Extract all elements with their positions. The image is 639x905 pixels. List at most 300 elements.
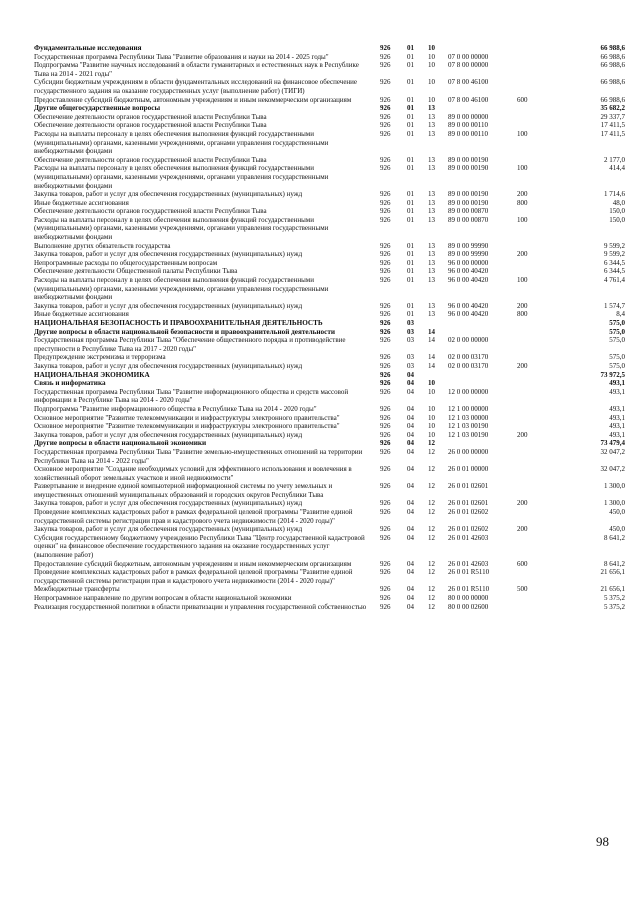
section-code: 01 (407, 258, 414, 267)
table-row (0, 104, 639, 113)
table-row (0, 414, 639, 423)
ministry-code: 926 (380, 198, 391, 207)
subsection-code: 10 (428, 44, 435, 52)
subsection-code: 10 (428, 95, 435, 104)
row-name: Непрограммное направление по другим вопросам в области национальной экономики (34, 594, 292, 602)
section-code: 01 (407, 44, 414, 52)
row-name: Расходы на выплаты персоналу в целях обеспечения выполнения функций государственными (муниципальными) органами, казенными учреждениями, органами управления государственными внебюджетными фондами (34, 129, 329, 156)
table-row (0, 130, 639, 156)
target-article-code: 12 1 00 00000 (448, 404, 489, 413)
table-row (0, 482, 639, 499)
expense-type-code: 200 (517, 301, 528, 310)
ministry-code: 926 (380, 465, 391, 474)
amount: 493,1 (609, 430, 625, 439)
amount: 493,1 (609, 379, 625, 388)
subsection-code: 12 (428, 482, 435, 491)
row-name: Фундаментальные исследования (34, 44, 142, 52)
row-name: Выполнение других обязательств государства (34, 241, 171, 250)
table-row (0, 525, 639, 534)
row-name: Закупка товаров, работ и услуг для обеспечения государственных (муниципальных) нужд (34, 190, 303, 199)
amount: 73 479,4 (600, 439, 625, 448)
amount: 493,1 (609, 387, 625, 396)
expense-type-code: 200 (517, 525, 528, 534)
table-row (0, 319, 639, 328)
target-article-code: 12 1 03 00000 (448, 413, 489, 422)
amount: 66 988,6 (600, 52, 625, 61)
subsection-code: 10 (428, 413, 435, 422)
target-article-code: 26 0 00 00000 (448, 447, 489, 456)
table-row (0, 405, 639, 414)
amount: 66 988,6 (600, 78, 625, 87)
target-article-code: 26 0 01 02601 (448, 499, 489, 508)
section-code: 04 (407, 465, 414, 474)
ministry-code: 926 (380, 370, 391, 379)
target-article-code: 26 0 01 42603 (448, 533, 489, 542)
table-row (0, 353, 639, 362)
subsection-code: 13 (428, 164, 435, 173)
row-name: Обеспечение деятельности Общественной палаты Республики Тыва (34, 267, 238, 276)
subsection-code: 13 (428, 301, 435, 310)
amount: 575,0 (609, 327, 625, 336)
ministry-code: 926 (380, 310, 391, 319)
row-name: Субсидия государственному бюджетному учреждению Республики Тыва "Центр государственной кадастровой оценки" на финансовое обеспечение государственного задания на оказание государственных услуг (выполнение работ) (34, 533, 365, 560)
target-article-code: 89 0 00 00190 (448, 164, 489, 173)
row-name: Другие вопросы в области национальной экономики (34, 439, 207, 448)
row-name: Иные бюджетные ассигнования (34, 310, 129, 319)
section-code: 01 (407, 250, 414, 259)
subsection-code: 12 (428, 585, 435, 594)
section-code: 04 (407, 594, 414, 602)
expense-type-code: 200 (517, 250, 528, 259)
target-article-code: 89 0 00 00190 (448, 155, 489, 164)
table-row (0, 53, 639, 62)
expense-type-code: 100 (517, 276, 528, 285)
ministry-code: 926 (380, 61, 391, 70)
target-article-code: 26 0 01 R5110 (448, 585, 490, 594)
row-name: Обеспечение деятельности органов государственной власти Республики Тыва (34, 207, 267, 216)
row-name: Обеспечение деятельности органов государственной власти Республики Тыва (34, 112, 267, 121)
subsection-code: 13 (428, 241, 435, 250)
ministry-code: 926 (380, 361, 391, 370)
section-code: 01 (407, 310, 414, 319)
ministry-code: 926 (380, 121, 391, 130)
table-row (0, 156, 639, 165)
section-code: 04 (407, 585, 414, 594)
subsection-code: 13 (428, 198, 435, 207)
section-code: 04 (407, 370, 414, 379)
row-name: Предоставление субсидий бюджетным, автономным учреждениям и иным некоммерческим организациям (34, 95, 352, 104)
target-article-code: 26 0 01 R5110 (448, 568, 490, 577)
table-row (0, 164, 639, 190)
row-name: Субсидии бюджетным учреждениям в области фундаментальных исследований на финансовое обеспечение государственного задания на оказание государственных услуг (выполнение работ) (ТИГИ) (34, 78, 358, 95)
target-article-code: 26 0 01 00000 (448, 465, 489, 474)
amount: 575,0 (609, 353, 625, 362)
row-name: НАЦИОНАЛЬНАЯ БЕЗОПАСНОСТЬ И ПРАВООХРАНИТЕЛЬНАЯ ДЕЯТЕЛЬНОСТЬ (34, 319, 323, 327)
amount: 1 714,6 (604, 190, 625, 199)
subsection-code: 12 (428, 559, 435, 568)
amount: 2 177,0 (604, 155, 625, 164)
ministry-code: 926 (380, 112, 391, 121)
table-row (0, 96, 639, 105)
amount: 32 047,2 (600, 465, 625, 474)
section-code: 01 (407, 301, 414, 310)
row-name: Закупка товаров, работ и услуг для обеспечения государственных (муниципальных) нужд (34, 430, 303, 439)
row-name: Закупка товаров, работ и услуг для обеспечения государственных (муниципальных) нужд (34, 525, 303, 534)
section-code: 01 (407, 104, 414, 113)
subsection-code: 12 (428, 439, 435, 448)
target-article-code: 02 0 00 00000 (448, 336, 489, 345)
row-name: Реализация государственной политики в области приватизации и управления государственной собственностью (34, 602, 367, 611)
section-code: 01 (407, 267, 414, 276)
expense-type-code: 600 (517, 559, 528, 568)
amount: 150,0 (609, 207, 625, 216)
section-code: 04 (407, 482, 414, 491)
amount: 5 375,2 (604, 594, 625, 602)
amount: 29 337,7 (600, 112, 625, 121)
amount: 493,1 (609, 404, 625, 413)
ministry-code: 926 (380, 585, 391, 594)
expense-type-code: 200 (517, 499, 528, 508)
target-article-code: 12 1 03 00190 (448, 422, 489, 431)
target-article-code: 96 0 00 40420 (448, 310, 489, 319)
row-name: Подпрограмма "Развитие информационного общества в Республике Тыва на 2014 - 2020 годы" (34, 404, 317, 413)
section-code: 04 (407, 568, 414, 577)
section-code: 03 (407, 361, 414, 370)
amount: 493,1 (609, 422, 625, 431)
subsection-code: 10 (428, 422, 435, 431)
row-name: Иные бюджетные ассигнования (34, 198, 129, 207)
table-row (0, 113, 639, 122)
subsection-code: 13 (428, 129, 435, 138)
ministry-code: 926 (380, 258, 391, 267)
ministry-code: 926 (380, 568, 391, 577)
ministry-code: 926 (380, 404, 391, 413)
section-code: 01 (407, 276, 414, 285)
table-row (0, 439, 639, 448)
amount: 21 656,1 (600, 585, 625, 594)
table-row (0, 207, 639, 216)
table-row (0, 465, 639, 482)
amount: 66 988,6 (600, 95, 625, 104)
expense-type-code: 600 (517, 95, 528, 104)
section-code: 03 (407, 319, 414, 327)
subsection-code: 12 (428, 525, 435, 534)
section-code: 04 (407, 602, 414, 611)
target-article-code: 26 0 01 02602 (448, 508, 489, 517)
amount: 21 656,1 (600, 568, 625, 577)
row-name: Предоставление субсидий бюджетным, автономным учреждениям и иным некоммерческим организациям (34, 559, 352, 568)
subsection-code: 12 (428, 499, 435, 508)
table-row (0, 388, 639, 405)
ministry-code: 926 (380, 250, 391, 259)
table-row (0, 336, 639, 353)
amount: 575,0 (609, 319, 625, 327)
amount: 6 344,5 (604, 267, 625, 276)
amount: 17 411,5 (600, 121, 625, 130)
subsection-code: 13 (428, 121, 435, 130)
target-article-code: 02 0 00 03170 (448, 353, 489, 362)
subsection-code: 12 (428, 508, 435, 517)
table-row (0, 431, 639, 440)
ministry-code: 926 (380, 319, 391, 327)
row-name: Подпрограмма "Развитие научных исследований в области гуманитарных и естественных наук в Республике Тыва на 2014 - 2021 годы" (34, 61, 359, 78)
subsection-code: 12 (428, 568, 435, 577)
table-row (0, 603, 639, 612)
subsection-code: 14 (428, 327, 435, 336)
table-row (0, 121, 639, 130)
row-name: Расходы на выплаты персоналу в целях обеспечения выполнения функций государственными (муниципальными) органами, казенными учреждениями, органами управления государственными внебюджетными фондами (34, 164, 329, 190)
ministry-code: 926 (380, 379, 391, 388)
target-article-code: 96 0 00 40420 (448, 301, 489, 310)
subsection-code: 13 (428, 155, 435, 164)
section-code: 01 (407, 215, 414, 224)
section-code: 04 (407, 413, 414, 422)
ministry-code: 926 (380, 336, 391, 345)
ministry-code: 926 (380, 594, 391, 602)
expense-type-code: 800 (517, 310, 528, 319)
target-article-code: 07 0 00 00000 (448, 52, 489, 61)
subsection-code: 13 (428, 250, 435, 259)
target-article-code: 96 0 00 40420 (448, 276, 489, 285)
ministry-code: 926 (380, 327, 391, 336)
row-name: Основное мероприятие "Развитие телекоммуникации и инфраструктуры электронного правительства" (34, 422, 340, 431)
page-number: 98 (596, 834, 609, 849)
subsection-code: 12 (428, 602, 435, 611)
subsection-code: 10 (428, 430, 435, 439)
target-article-code: 12 1 03 00190 (448, 430, 489, 439)
row-name: Закупка товаров, работ и услуг для обеспечения государственных (муниципальных) нужд (34, 250, 303, 259)
ministry-code: 926 (380, 422, 391, 431)
subsection-code: 13 (428, 215, 435, 224)
ministry-code: 926 (380, 95, 391, 104)
table-row (0, 250, 639, 259)
ministry-code: 926 (380, 413, 391, 422)
section-code: 04 (407, 422, 414, 431)
target-article-code: 80 0 00 00000 (448, 594, 489, 602)
row-name: Государственная программа Республики Тыва "Развитие информационного общества и средств массовой информации в Республике Тыва на 2014 - 2020 годы" (34, 387, 349, 405)
ministry-code: 926 (380, 164, 391, 173)
row-name: Государственная программа Республики Тыва "Развитие земельно-имущественных отношений на территории Республики Тыва на 2014 - 2022 годы" (34, 447, 363, 465)
ministry-code: 926 (380, 241, 391, 250)
table-row (0, 422, 639, 431)
target-article-code: 07 8 00 46100 (448, 78, 489, 87)
subsection-code: 10 (428, 78, 435, 87)
target-article-code: 89 0 00 00190 (448, 198, 489, 207)
row-name: Закупка товаров, работ и услуг для обеспечения государственных (муниципальных) нужд (34, 499, 303, 508)
row-name: Расходы на выплаты персоналу в целях обеспечения выполнения функций государственными (муниципальными) органами, казенными учреждениями, органами управления государственными внебюджетными фондами (34, 276, 329, 302)
table-row (0, 499, 639, 508)
section-code: 04 (407, 430, 414, 439)
row-name: Расходы на выплаты персоналу в целях обеспечения выполнения функций государственными (муниципальными) органами, казенными учреждениями, органами управления государственными внебюджетными фондами (34, 215, 329, 242)
section-code: 03 (407, 336, 414, 345)
table-row (0, 267, 639, 276)
subsection-code: 13 (428, 207, 435, 216)
row-name: Непрограммные расходы по общегосударственным вопросам (34, 258, 218, 267)
target-article-code: 07 8 00 46100 (448, 95, 489, 104)
section-code: 04 (407, 447, 414, 456)
row-name: Закупка товаров, работ и услуг для обеспечения государственных (муниципальных) нужд (34, 361, 303, 370)
row-name: НАЦИОНАЛЬНАЯ ЭКОНОМИКА (34, 370, 150, 379)
expense-type-code: 200 (517, 190, 528, 199)
ministry-code: 926 (380, 508, 391, 517)
section-code: 04 (407, 387, 414, 396)
amount: 1 574,7 (604, 301, 625, 310)
target-article-code: 12 0 00 00000 (448, 387, 489, 396)
subsection-code: 12 (428, 594, 435, 602)
amount: 450,0 (609, 525, 625, 534)
ministry-code: 926 (380, 44, 391, 52)
amount: 9 599,2 (604, 241, 625, 250)
table-row (0, 190, 639, 199)
expense-type-code: 500 (517, 585, 528, 594)
target-article-code: 02 0 00 03170 (448, 361, 489, 370)
amount: 5 375,2 (604, 602, 625, 611)
target-article-code: 89 0 00 00110 (448, 121, 488, 130)
subsection-code: 13 (428, 104, 435, 113)
ministry-code: 926 (380, 430, 391, 439)
table-row (0, 276, 639, 302)
row-name: Обеспечение деятельности органов государственной власти Республики Тыва (34, 155, 267, 164)
row-name: Государственная программа Республики Тыва "Развитие образования и науки на 2014 - 2025 годы" (34, 52, 329, 61)
table-row (0, 61, 639, 78)
section-code: 01 (407, 112, 414, 121)
row-name: Проведение комплексных кадастровых работ в рамках федеральной целевой программы "Развитие единой государственной системы регистрации прав и кадастрового учета недвижимости (2014 - 2020 годы)" (34, 508, 353, 525)
section-code: 03 (407, 353, 414, 362)
target-article-code: 89 0 00 00000 (448, 112, 489, 121)
table-row (0, 259, 639, 268)
table-row (0, 585, 639, 594)
section-code: 01 (407, 121, 414, 130)
section-code: 01 (407, 61, 414, 70)
row-name: Другие вопросы в области национальной безопасности и правоохранительной деятельности (34, 327, 335, 336)
ministry-code: 926 (380, 129, 391, 138)
subsection-code: 13 (428, 190, 435, 199)
table-row (0, 242, 639, 251)
table-row (0, 44, 639, 53)
amount: 8,4 (616, 310, 625, 319)
amount: 150,0 (609, 215, 625, 224)
target-article-code: 26 0 01 02602 (448, 525, 489, 534)
budget-table (0, 44, 639, 611)
amount: 1 300,0 (604, 482, 625, 491)
ministry-code: 926 (380, 482, 391, 491)
row-name: Другие общегосударственные вопросы (34, 104, 161, 113)
amount: 66 988,6 (600, 44, 625, 52)
table-row (0, 379, 639, 388)
row-name: Предупреждение экстремизма и терроризма (34, 353, 166, 362)
subsection-code: 12 (428, 533, 435, 542)
subsection-code: 13 (428, 276, 435, 285)
subsection-code: 13 (428, 258, 435, 267)
row-name: Проведение комплексных кадастровых работ в рамках федеральной целевой программы "Развитие единой государственной системы регистрации прав и кадастрового учета недвижимости (2014 - 2020 годы)" (34, 568, 353, 585)
ministry-code: 926 (380, 439, 391, 448)
ministry-code: 926 (380, 155, 391, 164)
amount: 450,0 (609, 508, 625, 517)
ministry-code: 926 (380, 276, 391, 285)
table-row (0, 362, 639, 371)
subsection-code: 13 (428, 310, 435, 319)
table-row (0, 371, 639, 380)
section-code: 04 (407, 559, 414, 568)
table-row (0, 448, 639, 465)
ministry-code: 926 (380, 215, 391, 224)
amount: 35 682,2 (600, 104, 625, 113)
expense-type-code: 200 (517, 361, 528, 370)
section-code: 01 (407, 164, 414, 173)
amount: 6 344,5 (604, 258, 625, 267)
expense-type-code: 100 (517, 164, 528, 173)
ministry-code: 926 (380, 602, 391, 611)
subsection-code: 12 (428, 447, 435, 456)
amount: 1 300,0 (604, 499, 625, 508)
target-article-code: 89 0 00 00870 (448, 207, 489, 216)
ministry-code: 926 (380, 301, 391, 310)
expense-type-code: 200 (517, 430, 528, 439)
ministry-code: 926 (380, 78, 391, 87)
target-article-code: 26 0 01 42603 (448, 559, 489, 568)
row-name: Межбюджетные трансферты (34, 585, 120, 594)
target-article-code: 96 0 00 00000 (448, 258, 489, 267)
expense-type-code: 800 (517, 198, 528, 207)
amount: 493,1 (609, 413, 625, 422)
amount: 66 988,6 (600, 61, 625, 70)
table-row (0, 78, 639, 95)
subsection-code: 13 (428, 267, 435, 276)
amount: 8 641,2 (604, 559, 625, 568)
expense-type-code: 100 (517, 129, 528, 138)
subsection-code: 14 (428, 353, 435, 362)
section-code: 01 (407, 78, 414, 87)
section-code: 04 (407, 525, 414, 534)
ministry-code: 926 (380, 499, 391, 508)
target-article-code: 89 0 00 00110 (448, 129, 488, 138)
section-code: 04 (407, 439, 414, 448)
ministry-code: 926 (380, 447, 391, 456)
amount: 575,0 (609, 361, 625, 370)
ministry-code: 926 (380, 533, 391, 542)
ministry-code: 926 (380, 525, 391, 534)
ministry-code: 926 (380, 387, 391, 396)
section-code: 03 (407, 327, 414, 336)
section-code: 01 (407, 198, 414, 207)
subsection-code: 10 (428, 404, 435, 413)
subsection-code: 13 (428, 112, 435, 121)
target-article-code: 80 0 00 02600 (448, 602, 489, 611)
row-name: Обеспечение деятельности органов государственной власти Республики Тыва (34, 121, 267, 130)
table-row (0, 568, 639, 585)
target-article-code: 07 8 00 00000 (448, 61, 489, 70)
section-code: 04 (407, 379, 414, 388)
section-code: 04 (407, 404, 414, 413)
table-row (0, 560, 639, 569)
table-row (0, 310, 639, 319)
amount: 32 047,2 (600, 447, 625, 456)
table-row (0, 534, 639, 560)
section-code: 01 (407, 95, 414, 104)
section-code: 01 (407, 241, 414, 250)
section-code: 04 (407, 499, 414, 508)
table-row (0, 199, 639, 208)
table-row (0, 302, 639, 311)
target-article-code: 89 0 00 99990 (448, 241, 489, 250)
section-code: 01 (407, 52, 414, 61)
section-code: 01 (407, 155, 414, 164)
subsection-code: 10 (428, 379, 435, 388)
amount: 4 761,4 (604, 276, 625, 285)
ministry-code: 926 (380, 104, 391, 113)
subsection-code: 14 (428, 361, 435, 370)
section-code: 01 (407, 190, 414, 199)
